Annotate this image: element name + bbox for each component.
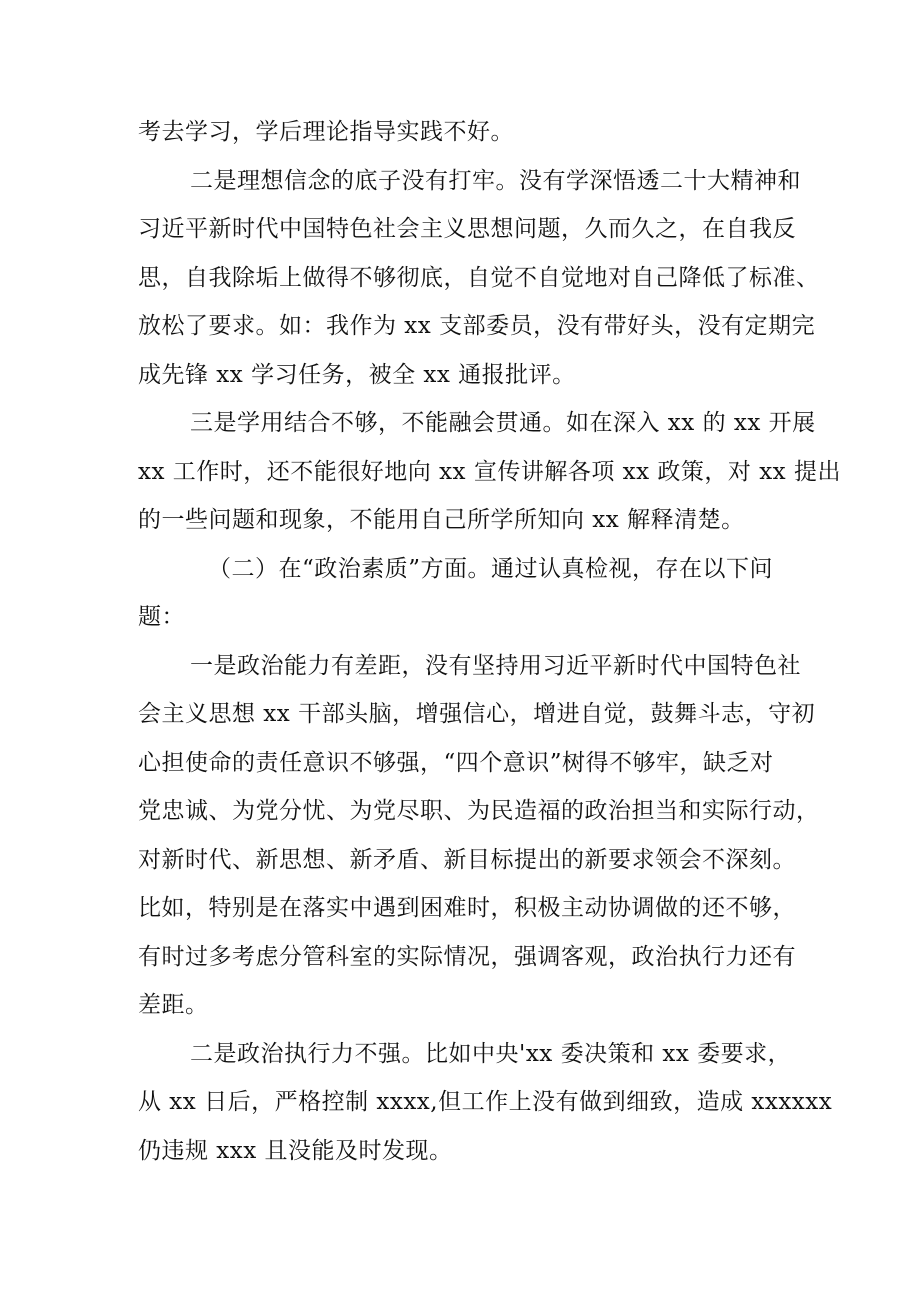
section-heading-line: （二）在“政治素质”方面。通过认真检视，存在以下问 [208, 555, 774, 582]
paragraph-section-heading [138, 545, 798, 642]
text-line: 从 xx 日后，严格控制 xxxx,但工作上没有做到细致，造成 xxxxxx [138, 1089, 833, 1115]
text-line: 比如，特别是在落实中遇到困难时，积极主动协调做的还不够， [138, 895, 796, 921]
text-line: 的一些问题和现象，不能用自己所学所知向 xx 解释清楚。 [138, 507, 745, 533]
text-line: 三是学用结合不够，不能融会贯通。如在深入 xx 的 xx 开展 [190, 410, 816, 436]
text-line: xx 工作时，还不能很好地向 xx 宣传讲解各项 xx 政策，对 xx 提出 [138, 458, 841, 485]
text-line: 心担使命的责任意识不够强，“四个意识”树得不够牢，缺乏对 [138, 749, 774, 776]
text-line: 二是理想信念的底子没有打牢。没有学深悟透二十大精神和 [190, 167, 801, 194]
text-line: 仍违规 xxx 且没能及时发现。 [138, 1137, 453, 1164]
paragraph-1 [138, 108, 798, 157]
text-line: 对新时代、新思想、新矛盾、新目标提出的新要求领会不深刻。 [138, 846, 796, 873]
paragraph-5 [138, 1030, 833, 1176]
text-line: 习近平新时代中国特色社会主义思想问题，久而久之，在自我反 [138, 216, 796, 242]
text-line: 有时过多考虑分管科室的实际情况，强调客观，政治执行力还有 [138, 943, 796, 970]
document-body [138, 108, 841, 1175]
text-line: 会主义思想 xx 干部头脑，增强信心，增进自觉，鼓舞斗志，守初 [138, 701, 816, 727]
text-line: 差距。 [138, 992, 209, 1018]
paragraph-4 [138, 642, 820, 1030]
section-heading-line: 题： [138, 604, 185, 630]
text-line: 考去学习，学后理论指导实践不好。 [138, 119, 514, 145]
text-line: 放松了要求。如：我作为 xx 支部委员，没有带好头，没有定期完 [138, 313, 816, 339]
text-line: 成先锋 xx 学习任务，被全 xx 通报批评。 [138, 361, 576, 388]
text-line: 党忠诚、为党分忧、为党尽职、为民造福的政治担当和实际行动， [138, 798, 820, 824]
paragraph-2 [138, 157, 820, 400]
paragraph-3 [138, 399, 841, 545]
text-line: 一是政治能力有差距，没有坚持用习近平新时代中国特色社 [190, 652, 801, 679]
text-line: 二是政治执行力不强。比如中央'xx 委决策和 xx 委要求， [190, 1040, 792, 1067]
text-line: 思，自我除垢上做得不够彻底，自觉不自觉地对自己降低了标准、 [138, 264, 820, 291]
